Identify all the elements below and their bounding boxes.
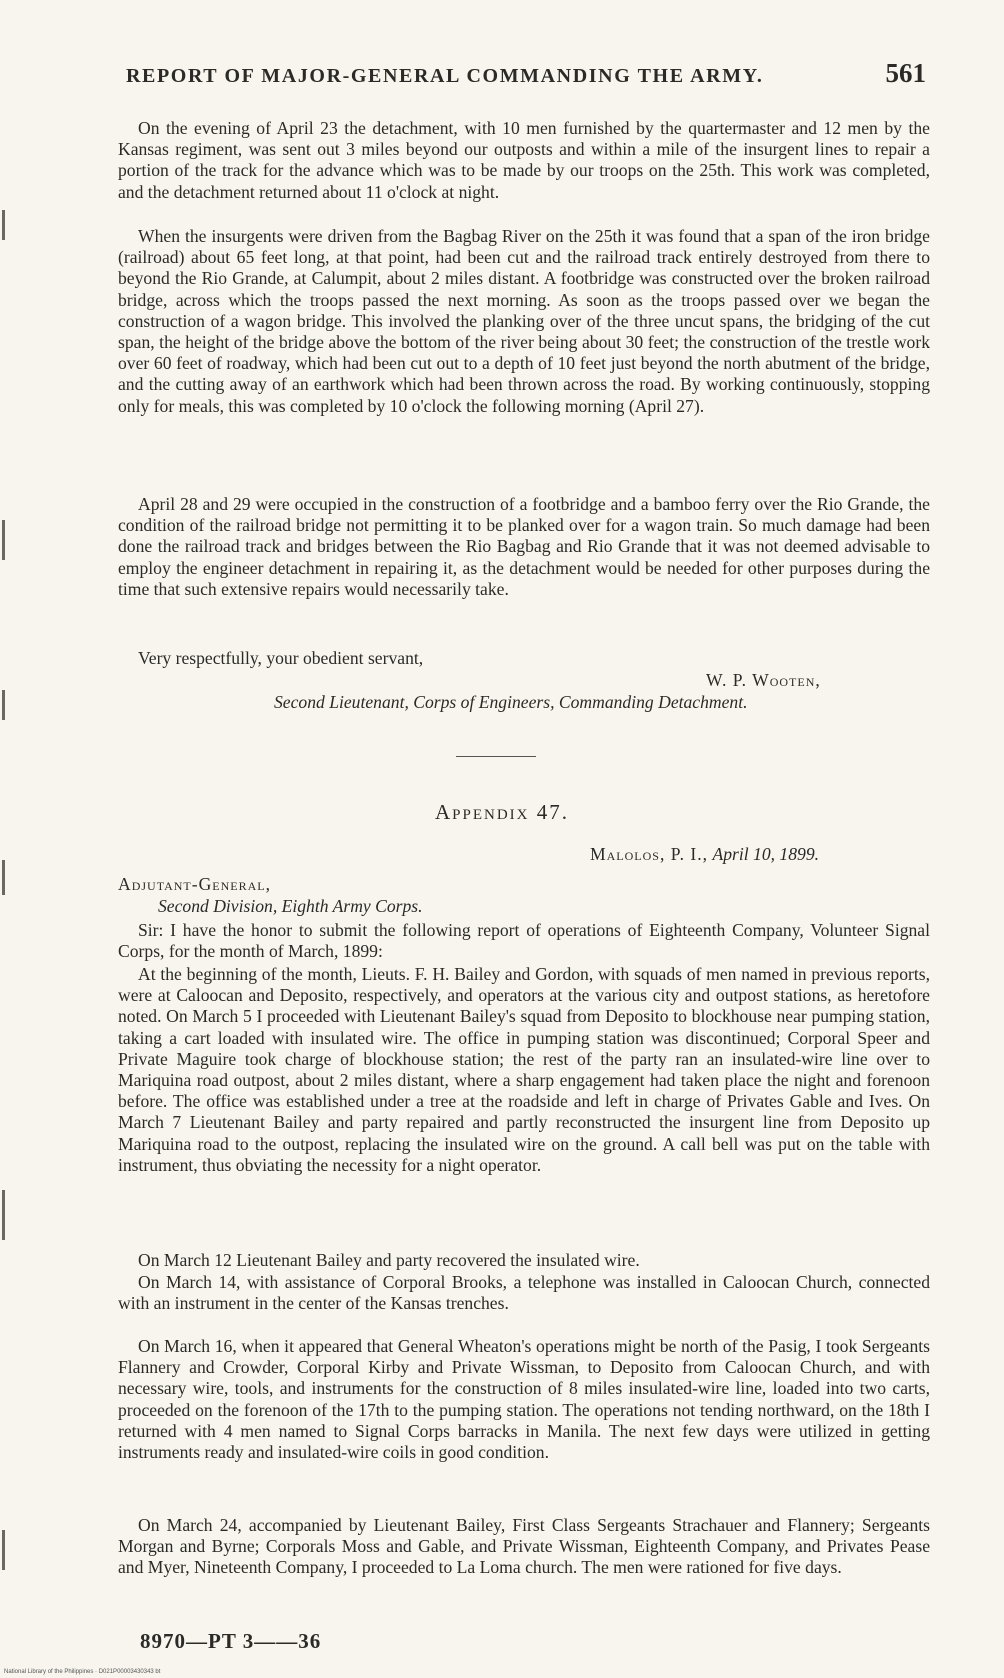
section-divider — [456, 756, 536, 757]
paragraph: When the insurgents were driven from the Bagbag River on the 25th it was found that a span of the iron bridge (railroad) about 65 feet long, at that point, had been cut and the railroad track entirely destroyed from there to beyond the Rio Grande, at Calumpit, about 2 miles distant. A footbridge was constructed over the broken railroad bridge, across which the troops passed the next morning. As soon as the troops passed over we began the construction of a wagon bridge. This involved the planking over of the three uncut spans, the bridging of the cut span, the height of the bridge above the bottom of the river being about 30 feet; the construction of the trestle work over 60 feet of roadway, which had been cut out to a depth of 10 feet just beyond the north abutment of the bridge, and the cutting away of an earthwork which had been thrown across the road. By working continuously, stopping only for meals, this was completed by 10 o'clock the following morning (April 27). — [118, 226, 930, 416]
header-title: REPORT OF MAJOR-GENERAL COMMANDING THE ARMY. — [126, 65, 764, 87]
paragraph: At the beginning of the month, Lieuts. F. H. Bailey and Gordon, with squads of men named in previous reports, were at Caloocan and Deposito, respectively, and operators at the various city and outpost stations, as heretofore noted. On March 5 I proceeded with Lieutenant Bailey's squad from Deposito to blockhouse near pumping station, taking a cart loaded with insulated wire. The office in pumping station was discontinued; Corporal Speer and Private Maguire took charge of blockhouse station; the rest of the party ran an insulated-wire line over to Mariquina road outpost, about 2 miles distant, where a sharp engagement had taken place the night and forenoon before. The office was established under a tree at the roadside and left in charge of Privates Gable and Ives. On March 7 Lieutenant Bailey and party repaired and partly reconstructed the insurgent line from Deposito up Mariquina road to the outpost, replacing the insulated wire on the ground. A call bell was put on the table with instrument, thus obviating the necessity for a night operator. — [118, 964, 930, 1175]
signature-mark: 8970—PT 3——36 — [140, 1629, 322, 1653]
paragraph: Sir: I have the honor to submit the following report of operations of Eighteenth Company, Volunteer Signal Corps, for the month of March, 1899: — [118, 920, 930, 962]
paragraph: On March 14, with assistance of Corporal Brooks, a telephone was installed in Caloocan Church, connected with an instrument in the center of the Kansas trenches. — [118, 1272, 930, 1314]
page-number: 561 — [885, 58, 926, 88]
paragraph: On March 24, accompanied by Lieutenant Bailey, First Class Sergeants Strachauer and Flannery; Sergeants Morgan and Byrne; Corporals Moss and Gable, and Private Wissman, Eighteenth Company, and Privates Pease and Myer, Nineteenth Company, I proceeded to La Loma church. The men were rationed for five days. — [118, 1515, 930, 1578]
dateline — [590, 844, 819, 865]
dateline-place: Malolos, P. I., — [590, 844, 709, 864]
addressee-line-2: Second Division, Eighth Army Corps. — [158, 896, 423, 916]
signer-title: Second Lieutenant, Corps of Engineers, Commanding Detachment. — [274, 692, 748, 712]
dateline-date: April 10, 1899. — [712, 844, 820, 864]
appendix-heading: Appendix 47. — [434, 800, 569, 824]
paragraph: April 28 and 29 were occupied in the construction of a footbridge and a bamboo ferry over the Rio Grande, the condition of the railroad bridge not permitting it to be planked over for a wagon train. So much damage had been done the railroad track and bridges between the Rio Bagbag and Rio Grande that it was not deemed advisable to employ the engineer detachment in repairing it, as the detachment would be needed for other purposes during the time that such extensive repairs would necessarily take. — [118, 494, 930, 599]
running-header — [126, 58, 926, 89]
paragraph: On the evening of April 23 the detachment, with 10 men furnished by the quartermaster and 12 men by the Kansas regiment, was sent out 3 miles beyond our outposts and within a mile of the insurgent lines to repair a portion of the track for the advance which was to be made by our troops on the 25th. This work was completed, and the detachment returned about 11 o'clock at night. — [118, 118, 930, 202]
closing-salutation: Very respectfully, your obedient servant, — [138, 648, 424, 668]
paragraph: On March 16, when it appeared that General Wheaton's operations might be north of the Pasig, I took Sergeants Flannery and Crowder, Corporal Kirby and Private Wissman, to Deposito from Caloocan Church, and with necessary wire, tools, and instruments for the construction of 8 miles insulated-wire line, loaded into two carts, proceeded on the forenoon of the 17th to the pumping station. The operations not tending northward, on the 18th I returned with 4 men named to Signal Corps barracks in Manila. The next few days were utilized in getting instruments ready and insulated-wire coils in good condition. — [118, 1336, 930, 1463]
paragraph: On March 12 Lieutenant Bailey and party recovered the insulated wire. — [138, 1250, 640, 1270]
scan-binding-marks — [0, 0, 18, 1678]
scan-credit: National Library of the Philippines · D021P00003430343 bt — [4, 1669, 161, 1675]
addressee-line-1: Adjutant-General, — [118, 874, 272, 894]
signer-name: W. P. Wooten, — [706, 670, 821, 690]
